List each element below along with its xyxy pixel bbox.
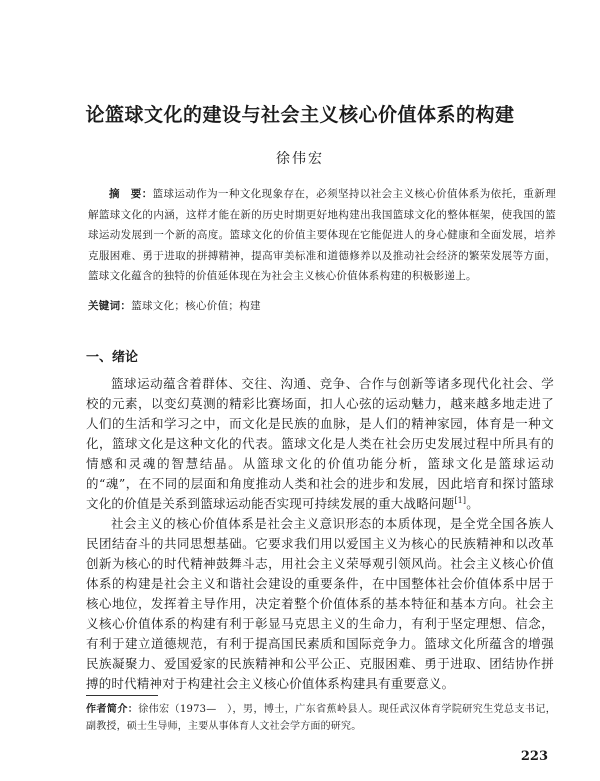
footnote-text: 徐伟宏（1973— ），男，博士，广东省蕉岭县人。现任武汉体育学院研究生党总支书记，副教授，硕士生导师，主要从事体育人文社会学方面的研究。 [86, 704, 557, 732]
abstract-text: 篮球运动作为一种文化现象存在，必须坚持以社会主义核心价值体系为依托，重新理解篮球文化的内涵，这样才能在新的历史时期更好地构建出我国篮球文化的整体框架，使我国的篮球运动发展到一个新的高度。篮球文化的价值主要体现在它能促进人的身心健康和全面发展，培养克服困难、勇于进取的拼搏精神，提高审美标准和道德修养以及推动社会经济的繁荣发展等方面，篮球文化蕴含的独特的价值延体现在为社会主义核心价值体系构建的积极影递上。 [88, 188, 556, 282]
paragraph-1-text: 篮球运动蕴含着群体、交往、沟通、竞争、合作与创新等诸多现代化社会、学校的元素，以变幻莫测的精彩比赛场面，扣人心弦的运动魅力，越来越多地走进了人们的生活和学习之中，而文化是民族的血脉，是人们的精神家园，体育是一种文化，篮球文化是这种文化的代表。篮球文化是人类在社会历史发展过程中所具有的情感和灵魂的智慧结晶。从篮球文化的价值功能分析，篮球文化是篮球运动的“魂”，在不同的层面和角度推动人类和社会的进步和发展，因此培育和探讨篮球文化的价值是关系到篮球运动能否实现可持续发展的重大战略问题 [86, 376, 554, 511]
keywords-text: 篮球文化；核心价值；构建 [131, 300, 261, 312]
page-number: 223 [520, 749, 548, 764]
section-heading: 一、绪论 [86, 350, 139, 365]
author-name: 徐伟宏 [276, 151, 324, 167]
abstract [88, 184, 556, 287]
abstract-label: 摘 要： [109, 188, 153, 200]
body-text [86, 374, 554, 694]
paper-title: 论篮球文化的建设与社会主义核心价值体系的构建 [85, 104, 515, 126]
author-footnote [86, 701, 556, 735]
footnote-divider [86, 695, 158, 696]
paragraph-1 [86, 374, 554, 514]
keywords-label: 关键词： [88, 300, 132, 312]
footnote-label: 作者简介： [86, 704, 139, 715]
citation-marker: [1] [454, 495, 467, 505]
keywords [88, 298, 556, 314]
paragraph-2: 社会主义的核心价值体系是社会主义意识形态的本质体现，是全党全国各族人民团结奋斗的共同思想基础。它要求我们用以爱国主义为核心的民族精神和以改革创新为核心的时代精神鼓舞斗志，用社会主义荣辱观引领风尚。社会主义核心价值体系的构建是社会主义和谐社会建设的重要条件，在中国整体社会价值体系中居于核心地位，发挥着主导作用，决定着整个价值体系的基本特征和基本方向。社会主义核心价值体系的构建有利于彰显马克思主义的生命力，有利于坚定理想、信念，有利于建立道德规范，有利于提高国民素质和国际竞争力。篮球文化所蕴含的增强民族凝聚力、爱国爱家的民族精神和公平公正、克服困难、勇于进取、团结协作拼搏的时代精神对于构建社会主义核心价值体系构建具有重要意义。 [86, 516, 554, 691]
paragraph-1-end: 。 [466, 496, 479, 511]
